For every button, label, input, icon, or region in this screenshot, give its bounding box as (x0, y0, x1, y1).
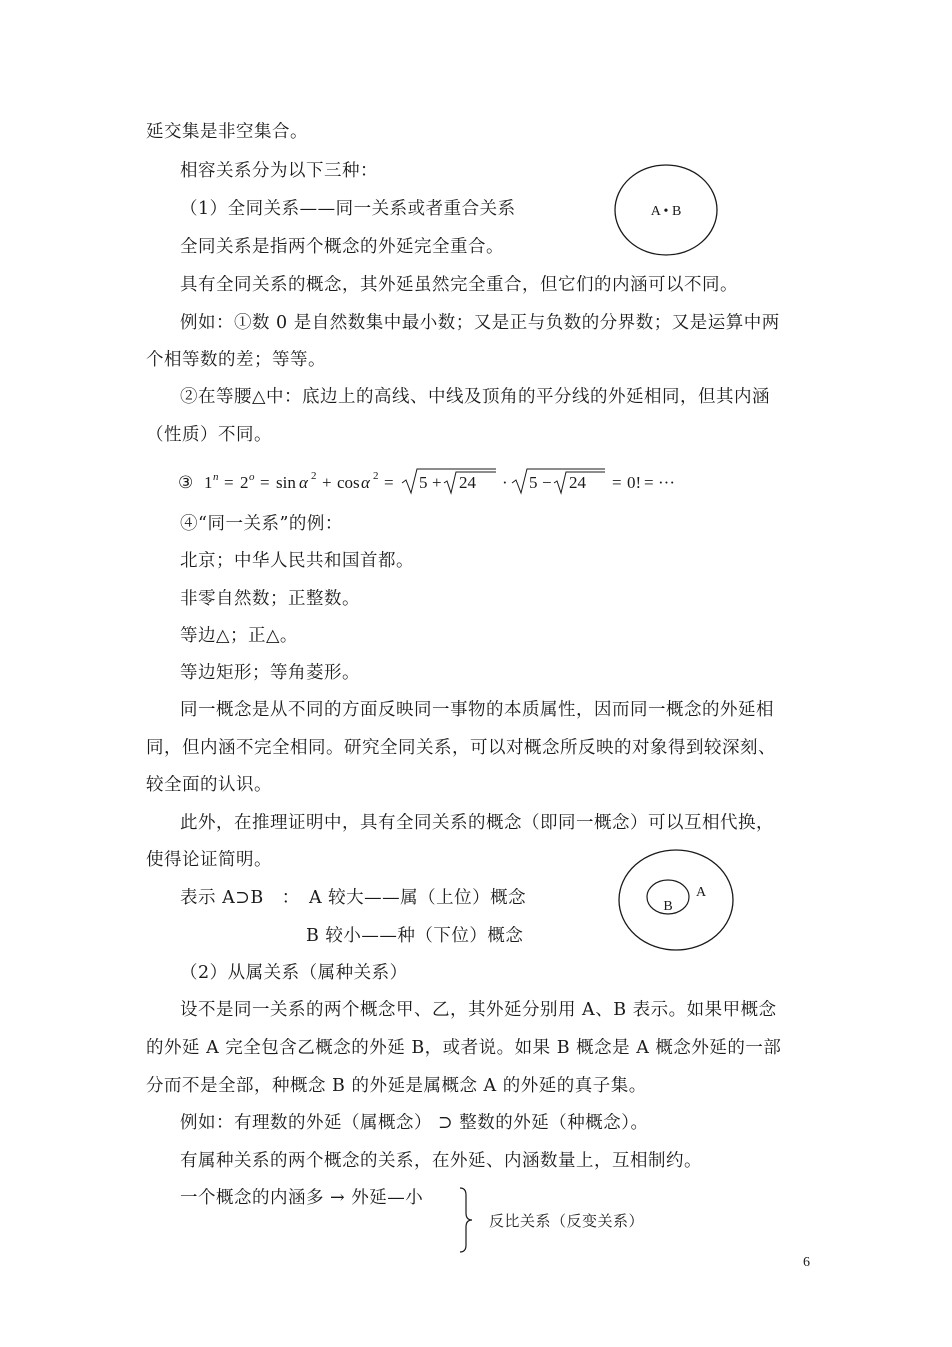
text-line: 设不是同一关系的两个概念甲、乙，其外延分别用 A、B 表示。如果甲概念 (180, 1000, 777, 1020)
formula-superscript: 2 (311, 470, 317, 482)
formula-operator: + (322, 473, 332, 492)
formula-term: 24 (459, 473, 476, 492)
formula-term: 5 (529, 473, 538, 492)
text-line: 较全面的认识。 (146, 775, 272, 795)
text-line: ④“同一关系”的例： (180, 514, 343, 534)
text-line: （1）全同关系——同一关系或者重合关系 (180, 199, 516, 219)
formula-term: 1 (204, 473, 213, 492)
formula-ellipsis: ··· (658, 473, 675, 492)
outer-circle-label: A (695, 885, 707, 900)
text-line: B 较小——种（下位）概念 (306, 926, 524, 946)
text-line: 此外，在推理证明中，具有全同关系的概念（即同一概念）可以互相代换， (180, 813, 774, 833)
formula-operator: = (644, 473, 654, 492)
right-brace (456, 1186, 476, 1254)
formula-operator: · (502, 473, 508, 492)
section-heading: （2）从属关系（属种关系） (180, 963, 408, 983)
formula-variable: α (361, 473, 370, 492)
text-line: 使得论证简明。 (146, 850, 272, 870)
inner-circle-label: B (663, 899, 673, 914)
text-line: 有属种关系的两个概念的关系，在外延、内涵数量上，互相制约。 (180, 1151, 702, 1171)
text-line: 北京；中华人民共和国首都。 (180, 551, 414, 571)
identity-relation-diagram (612, 162, 722, 262)
formula-superscript: o (249, 471, 255, 483)
text-line: 延交集是非空集合。 (146, 122, 308, 142)
text-line: （性质）不同。 (146, 425, 272, 445)
formula-marker: ③ (178, 473, 194, 492)
text-line: 同一概念是从不同的方面反映同一事物的本质属性，因而同一概念的外延相 (180, 700, 774, 720)
text-line: 例如：①数 0 是自然数集中最小数；又是正与负数的分界数；又是运算中两 (180, 313, 780, 333)
formula-term: 2 (240, 473, 249, 492)
text-line: 相容关系分为以下三种： (180, 161, 378, 181)
page-number: 6 (803, 1255, 810, 1270)
math-formula (178, 463, 678, 499)
text-line: 分而不是全部，种概念 B 的外延是属概念 A 的外延的真子集。 (146, 1076, 647, 1096)
text-line: 个相等数的差；等等。 (146, 350, 326, 370)
formula-operator: − (542, 473, 552, 492)
text-line: 等边△；正△。 (180, 626, 298, 646)
text-line: 同，但内涵不完全相同。研究全同关系，可以对概念所反映的对象得到较深刻、 (146, 738, 776, 758)
formula-operator: + (432, 473, 442, 492)
formula-term: cos (337, 473, 360, 492)
formula-operator: = (384, 473, 394, 492)
text-line: 等边矩形；等角菱形。 (180, 663, 360, 683)
text-line: ②在等腰△中：底边上的高线、中线及顶角的平分线的外延相同，但其内涵 (180, 387, 770, 407)
text-line: 一个概念的内涵多 → 外延—小 (180, 1188, 424, 1208)
formula-term: sin (276, 473, 296, 492)
subordination-relation-diagram (616, 846, 738, 954)
identity-diagram-label: A • B (650, 204, 682, 219)
formula-term: 5 (419, 473, 428, 492)
formula-term: 0! (627, 473, 642, 492)
text-line: 表示 A⊃B ： A 较大——属（上位）概念 (180, 888, 527, 908)
formula-superscript: 2 (373, 470, 379, 482)
formula-superscript: n (213, 471, 219, 483)
formula-variable: α (299, 473, 308, 492)
inverse-relation-note: 反比关系（反变关系） (489, 1212, 645, 1230)
formula-operator: = (260, 473, 270, 492)
text-line: 的外延 A 完全包含乙概念的外延 B，或者说。如果 B 概念是 A 概念外延的一部 (146, 1038, 782, 1058)
formula-operator: = (612, 473, 622, 492)
formula-term: 24 (569, 473, 586, 492)
text-line: 非零自然数；正整数。 (180, 589, 360, 609)
text-line: 例如：有理数的外延（属概念） ⊃ 整数的外延（种概念）。 (180, 1113, 649, 1133)
text-line: 全同关系是指两个概念的外延完全重合。 (180, 237, 504, 257)
formula-operator: = (224, 473, 234, 492)
text-line: 具有全同关系的概念，其外延虽然完全重合，但它们的内涵可以不同。 (180, 275, 738, 295)
